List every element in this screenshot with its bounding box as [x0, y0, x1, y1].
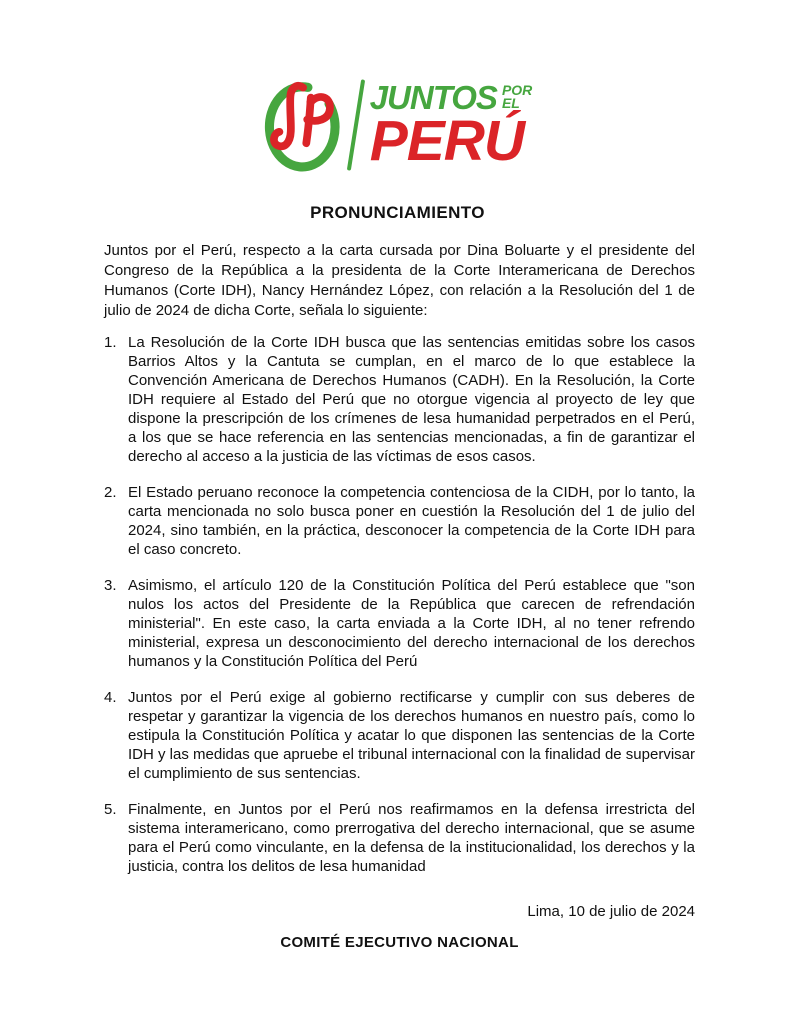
numbered-list	[104, 333, 695, 876]
list-item-number: 5.	[104, 801, 117, 818]
list-item-number: 1.	[104, 334, 117, 351]
dateline: Lima, 10 de julio de 2024	[527, 903, 695, 920]
list-item-number: 3.	[104, 577, 117, 594]
intro-paragraph: Juntos por el Perú, respecto a la carta cursada por Dina Boluarte y el presidente del Congreso de la República a la presidenta de la Corte Interamericana de Derechos Humanos (Corte IDH), Nancy Hernández López, con relación a la Resolución del 1 de julio de 2024 de dicha Corte, señala lo siguiente:	[104, 242, 695, 319]
list-item	[104, 800, 695, 876]
document-content	[104, 241, 695, 951]
party-logo	[0, 0, 795, 172]
logo-word-juntos: JUNTOS	[369, 79, 497, 116]
list-item-text: Finalmente, en Juntos por el Perú nos reafirmamos en la defensa irrestricta del sistema interamericano, como prerrogativa del derecho internacional, que se asume para el Perú como vinculante, en la defensa de la institucionalidad, los derechos y la justicia, contra los delitos de lesa humanidad	[128, 801, 695, 875]
list-item-text: Juntos por el Perú exige al gobierno rectificarse y cumplir con sus deberes de respetar y garantizar la vigencia de los derechos humanos en nuestro país, como lo estipula la Constitución Política y acatar lo que disponen las sentencias de la Corte IDH y las medidas que apruebe el tribunal internacional con la finalidad de supervisar el cumplimiento de sus sentencias.	[128, 689, 695, 782]
jp-monogram-icon	[263, 78, 345, 172]
list-item-text: El Estado peruano reconoce la competencia contenciosa de la CIDH, por lo tanto, la carta mencionada no solo busca poner en cuestión la Resolución del 1 de julio del 2024, sino también, en la práctica, desconocer la competencia de la Corte IDH para el caso concreto.	[128, 484, 695, 558]
page-title: PRONUNCIAMIENTO	[310, 203, 485, 222]
list-item	[104, 333, 695, 466]
logo-slash-divider	[347, 79, 365, 170]
list-item-number: 2.	[104, 484, 117, 501]
list-item	[104, 576, 695, 671]
logo-word-por-el	[502, 84, 532, 110]
logo-wordmark	[369, 79, 533, 173]
list-item-number: 4.	[104, 689, 117, 706]
list-item-text: Asimismo, el artículo 120 de la Constitución Política del Perú establece que "son nulos los actos del Presidente de la República que carecen de refrendación ministerial". En este caso, la carta enviada a la Corte IDH, al no tener refrendo ministerial, expresa un desconocimiento del derecho internacional de los derechos humanos y la Constitución Política del Perú	[128, 577, 695, 670]
list-item	[104, 483, 695, 559]
list-item-text: La Resolución de la Corte IDH busca que las sentencias emitidas sobre los casos Barrios Altos y la Cantuta se cumplan, en el marco de lo que establece la Convención Americana de Derechos Humanos (CADH). En la Resolución, la Corte IDH requiere al Estado del Perú que no otorgue vigencia al proyecto de ley que dispone la prescripción de los crímenes de lesa humanidad perpetrados en el Perú, a los que se hace referencia en las sentencias mencionadas, a fin de garantizar el derecho al acceso a la justicia de las víctimas de esos casos.	[128, 334, 695, 465]
logo-word-por: POR	[501, 82, 533, 98]
list-item	[104, 688, 695, 783]
logo-word-peru: PERÚ	[369, 109, 525, 173]
logo-word-el: EL	[501, 95, 520, 111]
signature-committee: COMITÉ EJECUTIVO NACIONAL	[280, 934, 519, 951]
